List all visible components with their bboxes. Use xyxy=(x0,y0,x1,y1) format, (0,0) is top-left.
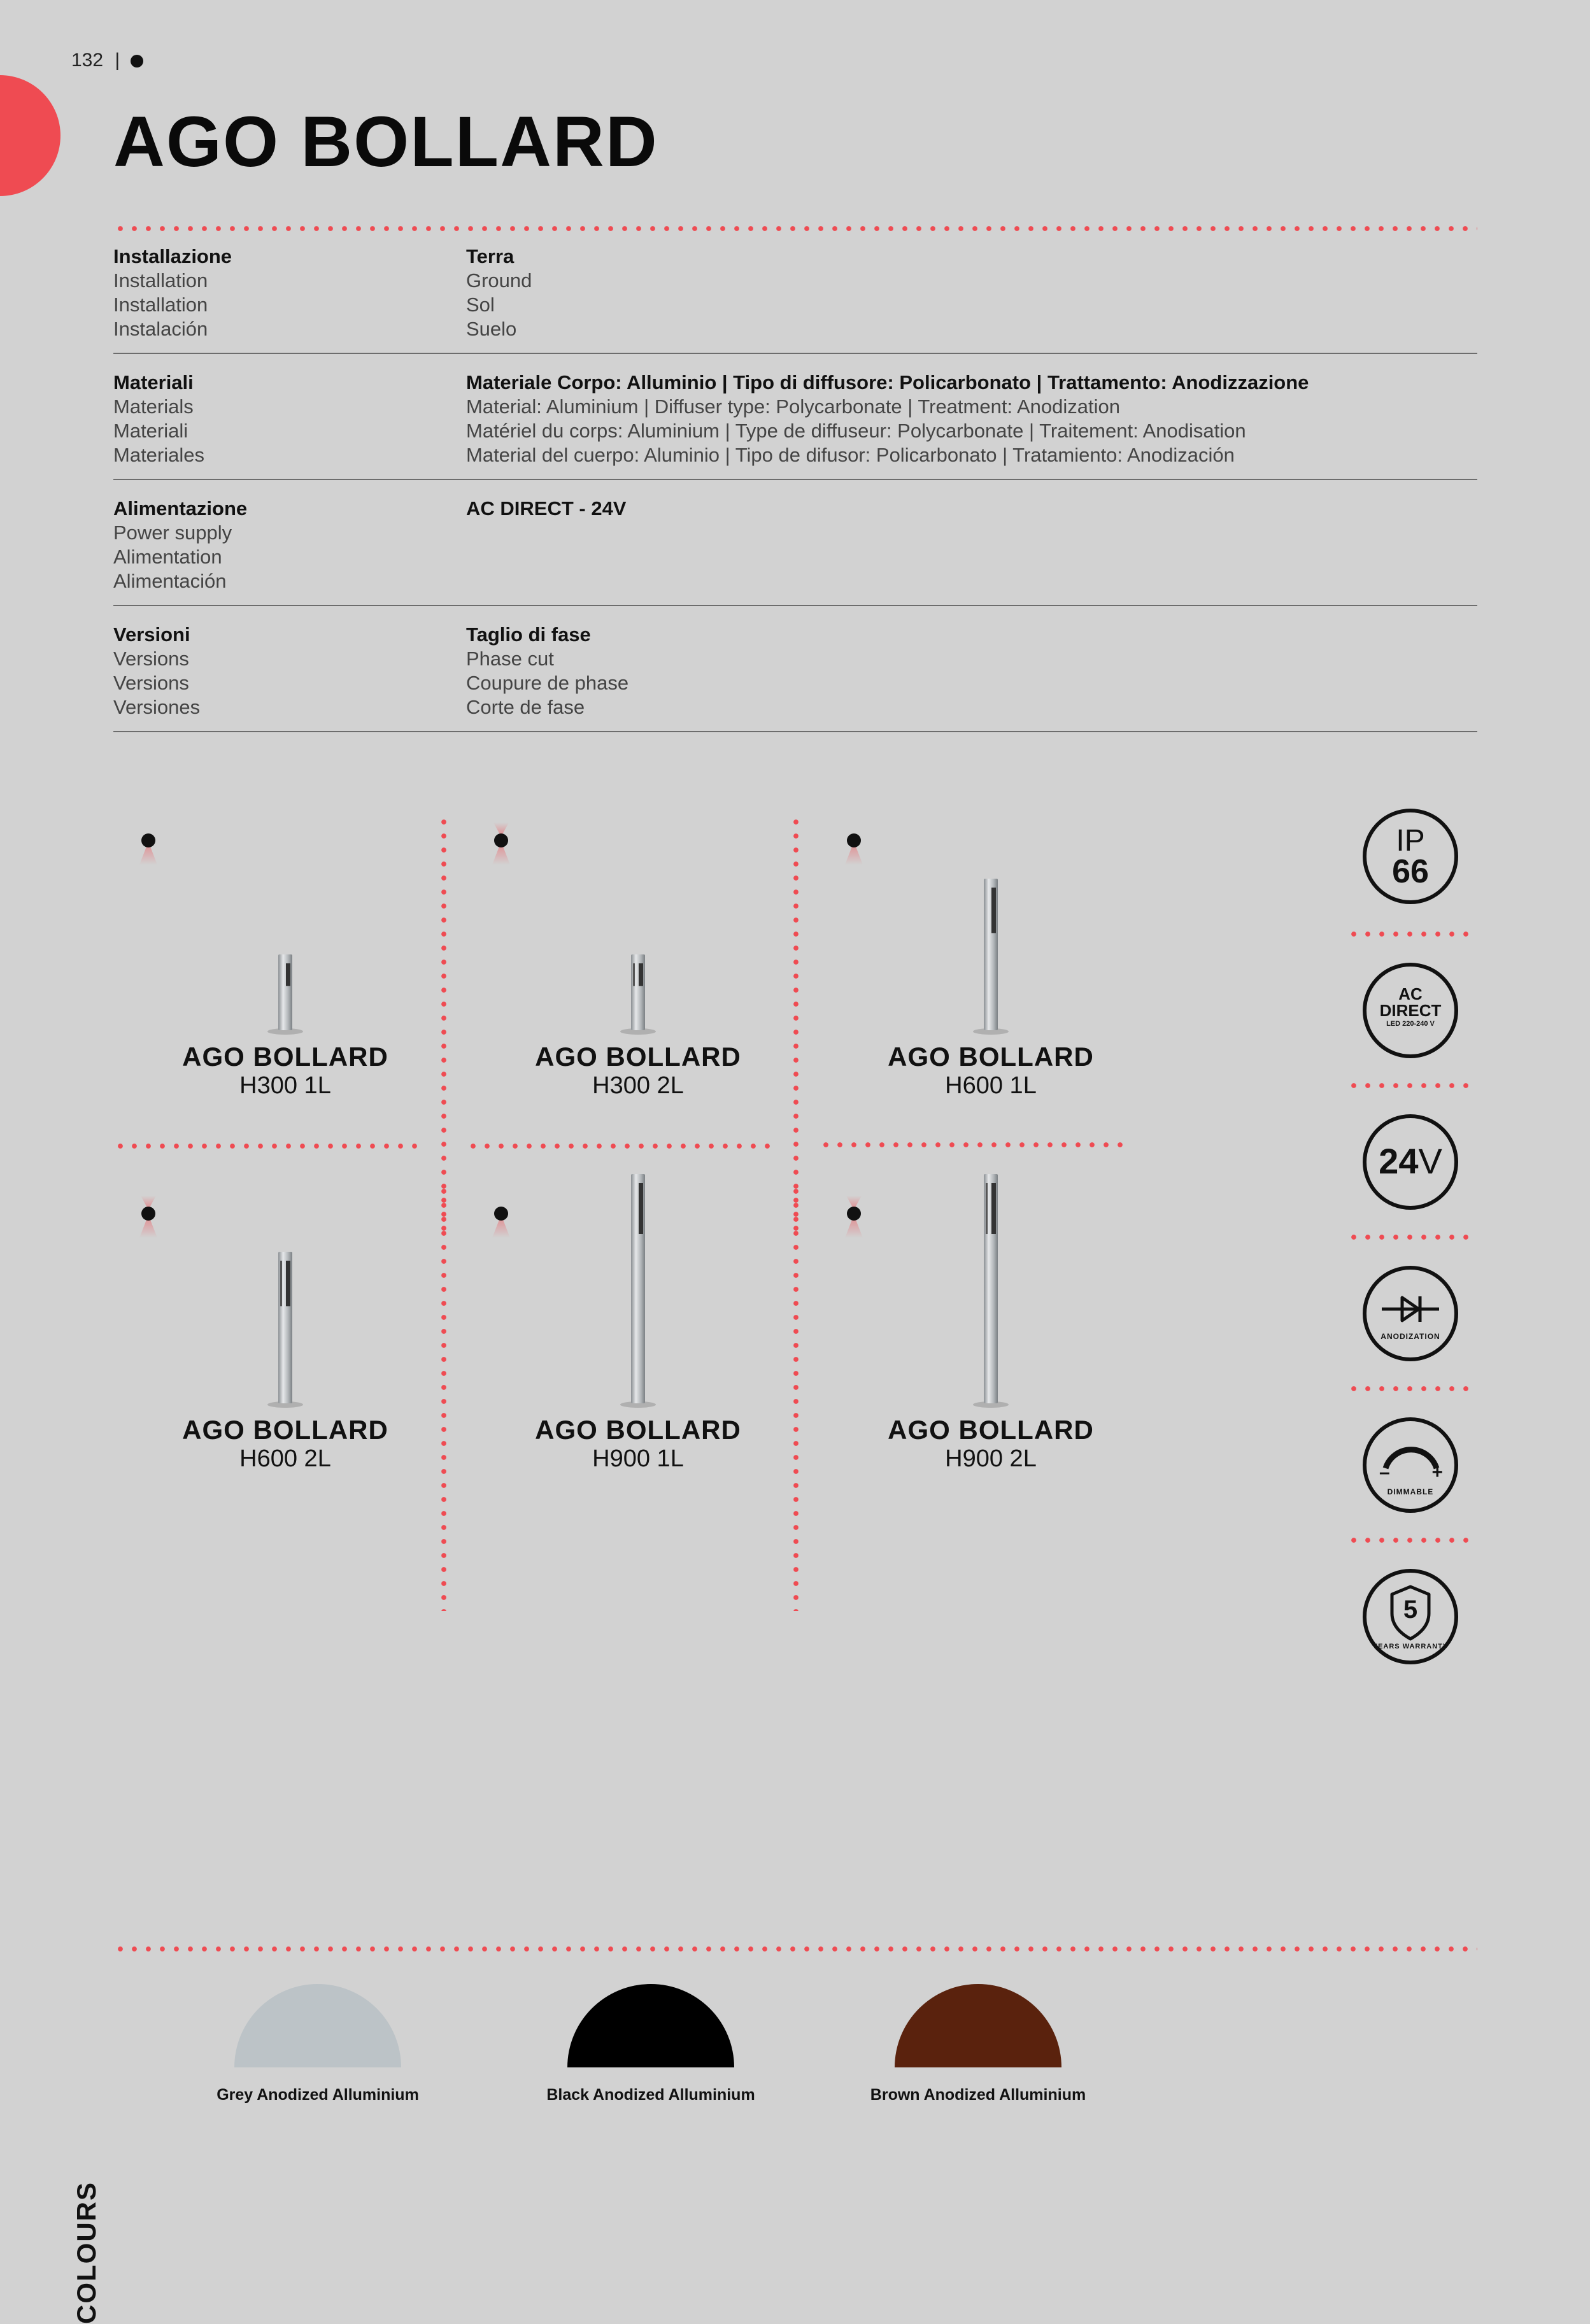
voltage-unit: V xyxy=(1418,1141,1442,1181)
dotted-divider-colours xyxy=(113,1946,1477,1952)
page-number-text: 132 xyxy=(71,50,104,71)
spec-table xyxy=(113,238,1477,732)
dotted-divider xyxy=(819,1142,1131,1147)
product-card[interactable] xyxy=(113,764,457,1108)
ac-direct-badge xyxy=(1363,963,1458,1058)
spec-value: Materiale Corpo: Alluminio | Tipo di diffusore: Policarbonato | Trattamento: Anodizzazione xyxy=(466,371,1309,393)
dotted-divider xyxy=(441,1184,446,1611)
spec-value: Phase cut xyxy=(466,648,554,670)
product-name: AGO BOLLARD xyxy=(888,1042,1094,1072)
bollard-window-2 xyxy=(633,963,635,986)
spec-value: Suelo xyxy=(466,318,517,340)
product-code: H600 1L xyxy=(945,1072,1037,1099)
bollard-window xyxy=(991,888,996,933)
bollard-window xyxy=(639,963,643,986)
warranty-badge xyxy=(1363,1569,1458,1664)
dotted-divider xyxy=(1347,1083,1477,1088)
product-name: AGO BOLLARD xyxy=(535,1415,741,1445)
bollard-window-2 xyxy=(986,1183,988,1234)
spec-value: Matériel du corps: Aluminium | Type de diffuseur: Polycarbonate | Traitement: Anodisation xyxy=(466,420,1246,442)
spec-value: AC DIRECT - 24V xyxy=(466,497,627,520)
spec-label: Alimentazione xyxy=(113,497,248,520)
product-code: H300 2L xyxy=(592,1072,684,1099)
product-name: AGO BOLLARD xyxy=(182,1042,388,1072)
colour-label: Black Anodized Alluminium xyxy=(546,2086,755,2104)
spec-row-power-supply xyxy=(113,480,1477,606)
dimmable-badge xyxy=(1363,1417,1458,1513)
bollard-image xyxy=(113,764,457,1038)
spec-value: Taglio di fase xyxy=(466,623,591,646)
product-code: H900 2L xyxy=(945,1445,1037,1472)
dotted-divider xyxy=(466,1144,778,1149)
bollard-image xyxy=(819,1137,1163,1411)
dotted-divider xyxy=(1347,932,1477,937)
spec-label: Alimentation xyxy=(113,546,222,568)
colour-label: Grey Anodized Alluminium xyxy=(216,2086,419,2104)
spec-label: Installation xyxy=(113,294,208,316)
ac-label: AC xyxy=(1398,984,1423,1003)
ip-value: 66 xyxy=(1392,853,1429,890)
spec-row-installation xyxy=(113,238,1477,354)
spec-label: Instalación xyxy=(113,318,208,340)
bollard-window xyxy=(639,1183,643,1234)
spec-label: Materials xyxy=(113,395,194,418)
bollard-image xyxy=(113,1137,457,1411)
warranty-years: 5 xyxy=(1403,1596,1418,1624)
dotted-divider xyxy=(1347,1235,1477,1240)
spec-row-materials xyxy=(113,354,1477,480)
product-code: H600 2L xyxy=(239,1445,331,1472)
spec-label: Materiali xyxy=(113,420,188,442)
product-card[interactable] xyxy=(819,764,1163,1108)
bollard-window xyxy=(286,963,290,986)
product-card[interactable] xyxy=(466,764,810,1108)
dotted-divider xyxy=(1347,1538,1477,1543)
colour-swatch-grey[interactable] xyxy=(234,1984,401,2067)
bullet-icon xyxy=(131,55,143,67)
warranty-label: YEARS WARRANTY xyxy=(1372,1643,1449,1650)
spec-label: Versiones xyxy=(113,696,201,718)
spec-value: Corte de fase xyxy=(466,696,585,718)
product-card[interactable] xyxy=(819,1137,1163,1481)
dotted-divider-top xyxy=(113,226,1477,231)
colour-label: Brown Anodized Alluminium xyxy=(870,2086,1086,2104)
voltage-number: 24 xyxy=(1379,1141,1419,1181)
bollard-image xyxy=(466,1137,810,1411)
ip66-badge xyxy=(1363,809,1458,904)
spec-label: Installazione xyxy=(113,245,232,267)
spec-value: Material: Aluminium | Diffuser type: Polycarbonate | Treatment: Anodization xyxy=(466,395,1120,418)
dotted-divider xyxy=(1347,1386,1477,1391)
spec-value: Terra xyxy=(466,245,515,267)
page-number xyxy=(71,50,143,71)
colours-heading xyxy=(71,2133,110,2324)
spec-label: Alimentación xyxy=(113,570,227,592)
spec-label: Materiali xyxy=(113,371,194,393)
spec-value: Material del cuerpo: Aluminio | Tipo de difusor: Policarbonato | Tratamiento: Anodización xyxy=(466,444,1235,466)
red-accent-circle xyxy=(0,75,60,196)
dotted-divider xyxy=(441,815,446,1235)
product-code: H900 1L xyxy=(592,1445,684,1472)
spec-label: Versions xyxy=(113,648,189,670)
page-title: AGO BOLLARD xyxy=(113,102,658,181)
dimmable-label: DIMMABLE xyxy=(1387,1487,1434,1496)
product-card[interactable] xyxy=(113,1137,457,1481)
product-grid xyxy=(113,764,1132,1490)
spec-label: Materiales xyxy=(113,444,204,466)
bollard-window xyxy=(991,1183,996,1234)
dotted-divider xyxy=(113,1144,425,1149)
colour-swatch-brown[interactable] xyxy=(895,1984,1061,2067)
spec-value: Coupure de phase xyxy=(466,672,629,694)
ip-label: IP xyxy=(1396,824,1425,858)
spec-row-versions xyxy=(113,606,1477,732)
bollard-image xyxy=(466,764,810,1038)
minus-icon: – xyxy=(1379,1462,1390,1483)
24v-badge xyxy=(1363,1114,1458,1210)
spec-label: Versions xyxy=(113,672,189,694)
bollard-window xyxy=(286,1261,290,1306)
led-voltage-label: LED 220-240 V xyxy=(1386,1020,1435,1028)
product-name: AGO BOLLARD xyxy=(535,1042,741,1072)
direct-label: DIRECT xyxy=(1379,1001,1442,1020)
colours-heading-text: COLOURS xyxy=(71,2181,101,2324)
spec-label: Power supply xyxy=(113,521,232,544)
dotted-divider xyxy=(793,1184,799,1611)
dotted-divider xyxy=(793,815,799,1235)
diode-icon xyxy=(1366,1270,1454,1357)
spec-label: Installation xyxy=(113,269,208,292)
plus-icon: + xyxy=(1431,1462,1443,1483)
spec-value: Sol xyxy=(466,294,495,316)
bollard-window-2 xyxy=(280,1261,282,1306)
product-name: AGO BOLLARD xyxy=(182,1415,388,1445)
colour-swatch-black[interactable] xyxy=(567,1984,734,2067)
anodization-badge xyxy=(1363,1266,1458,1361)
product-card[interactable] xyxy=(466,1137,810,1481)
page-separator: | xyxy=(115,50,120,71)
product-name: AGO BOLLARD xyxy=(888,1415,1094,1445)
bollard-image xyxy=(819,764,1163,1038)
spec-value: Ground xyxy=(466,269,532,292)
anodization-label: ANODIZATION xyxy=(1381,1332,1440,1341)
product-code: H300 1L xyxy=(239,1072,331,1099)
spec-label: Versioni xyxy=(113,623,190,646)
